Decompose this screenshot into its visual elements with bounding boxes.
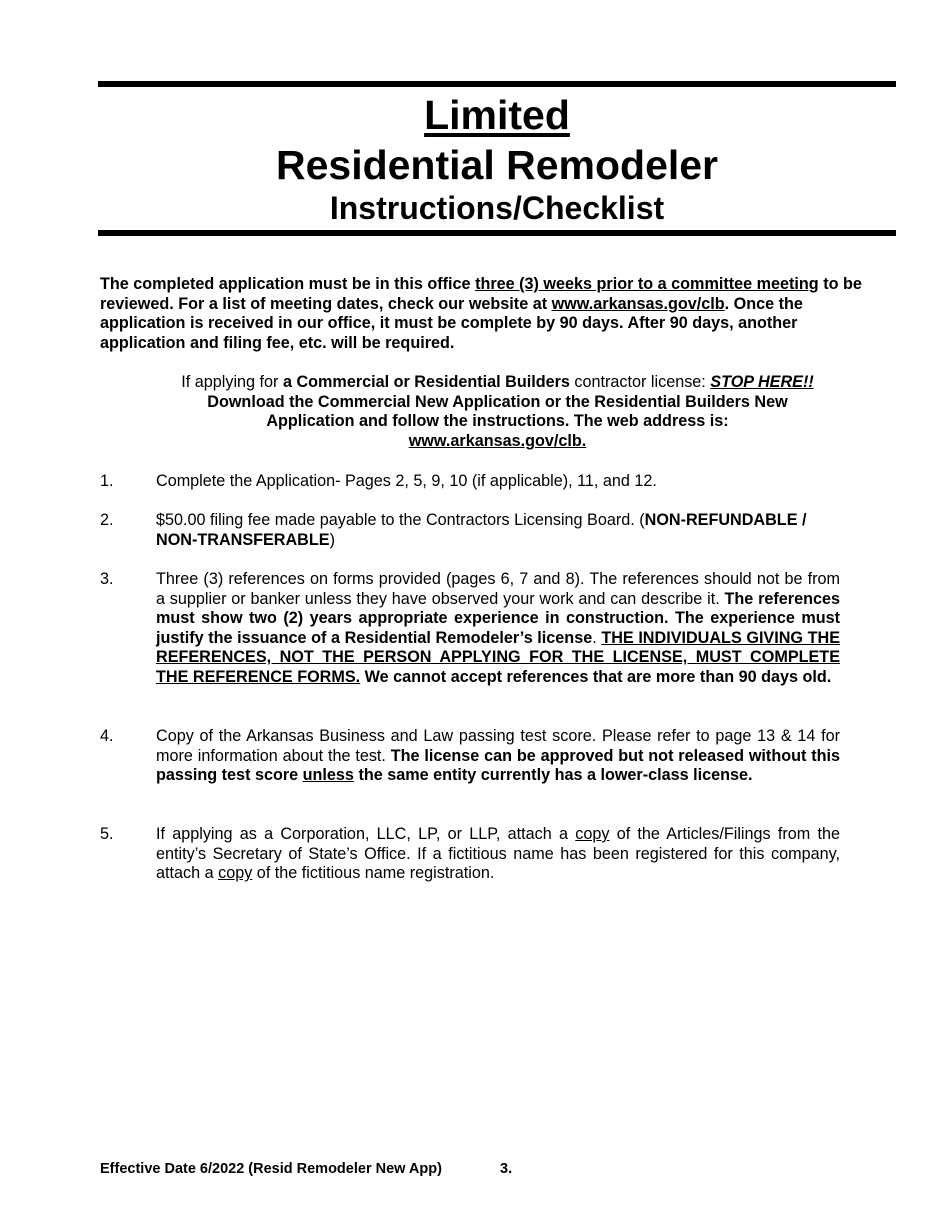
stop-here: STOP HERE!! [710, 373, 814, 391]
website-link[interactable]: www.arkansas.gov/clb [551, 294, 725, 313]
checklist-item-1: 1. Complete the Application- Pages 2, 5, 9, 10 (if applicable), 11, and 12. [100, 472, 657, 490]
effective-date: Effective Date 6/2022 (Resid Remodeler New App) [100, 1161, 442, 1177]
intro-paragraph: The completed application must be in this office three (3) weeks prior to a committee meeting to be reviewed. For a list of meeting dates, check our website at www.arkansas.gov/clb. Once the application is received in our office, it must be complete by 90 days. After 90 days, another application and filing fee, etc. will be required. [100, 275, 862, 352]
checklist-item-3: 3. Three (3) references on forms provided (pages 6, 7 and 8). The references should not be from a supplier or banker unless they have observed your work and can describe it. The references must show two (2) years appropriate experience in construction. The experience must justify the issuance of a Residential Remodeler’s license. THE INDIVIDUALS GIVING THE REFERENCES, NOT THE PERSON APPLYING FOR THE LICENSE, MUST COMPLETE THE REFERENCE FORMS. We cannot accept references that are more than 90 days old. [100, 570, 840, 686]
three-weeks-deadline: three (3) weeks prior to a committee meeting [475, 275, 819, 293]
top-rule [98, 81, 896, 87]
builders-notice: If applying for a Commercial or Residential Builders contractor license: STOP HERE!! Download the Commercial New Application or the Residential Builders New Application and follow the instructions. The web address is: www.arkansas.gov/clb. [120, 373, 875, 452]
bottom-rule [98, 230, 896, 236]
notice-website-link[interactable]: www.arkansas.gov/clb. [408, 432, 587, 451]
title-instructions-checklist: Instructions/Checklist [329, 190, 665, 226]
checklist-item-5: 5. If applying as a Corporation, LLC, LP, or LLP, attach a copy of the Articles/Filings from the entity’s Secretary of State’s Office. If a fictitious name has been registered for this company, attach a copy of the fictitious name registration. [100, 825, 840, 883]
page-number: 3. [500, 1161, 513, 1177]
title-residential-remodeler: Residential Remodeler [275, 142, 719, 188]
footer [100, 1161, 513, 1177]
checklist-item-4: 4. Copy of the Arkansas Business and Law passing test score. Please refer to page 13 & 14 for more information about the test. The license can be approved but not released without this passing test score unless the same entity currently has a lower-class license. [100, 727, 840, 785]
checklist-item-2: 2. $50.00 filing fee made payable to the Contractors Licensing Board. (NON-REFUNDABLE / NON-TRANSFERABLE) [100, 511, 807, 549]
title-limited: Limited [424, 92, 570, 138]
